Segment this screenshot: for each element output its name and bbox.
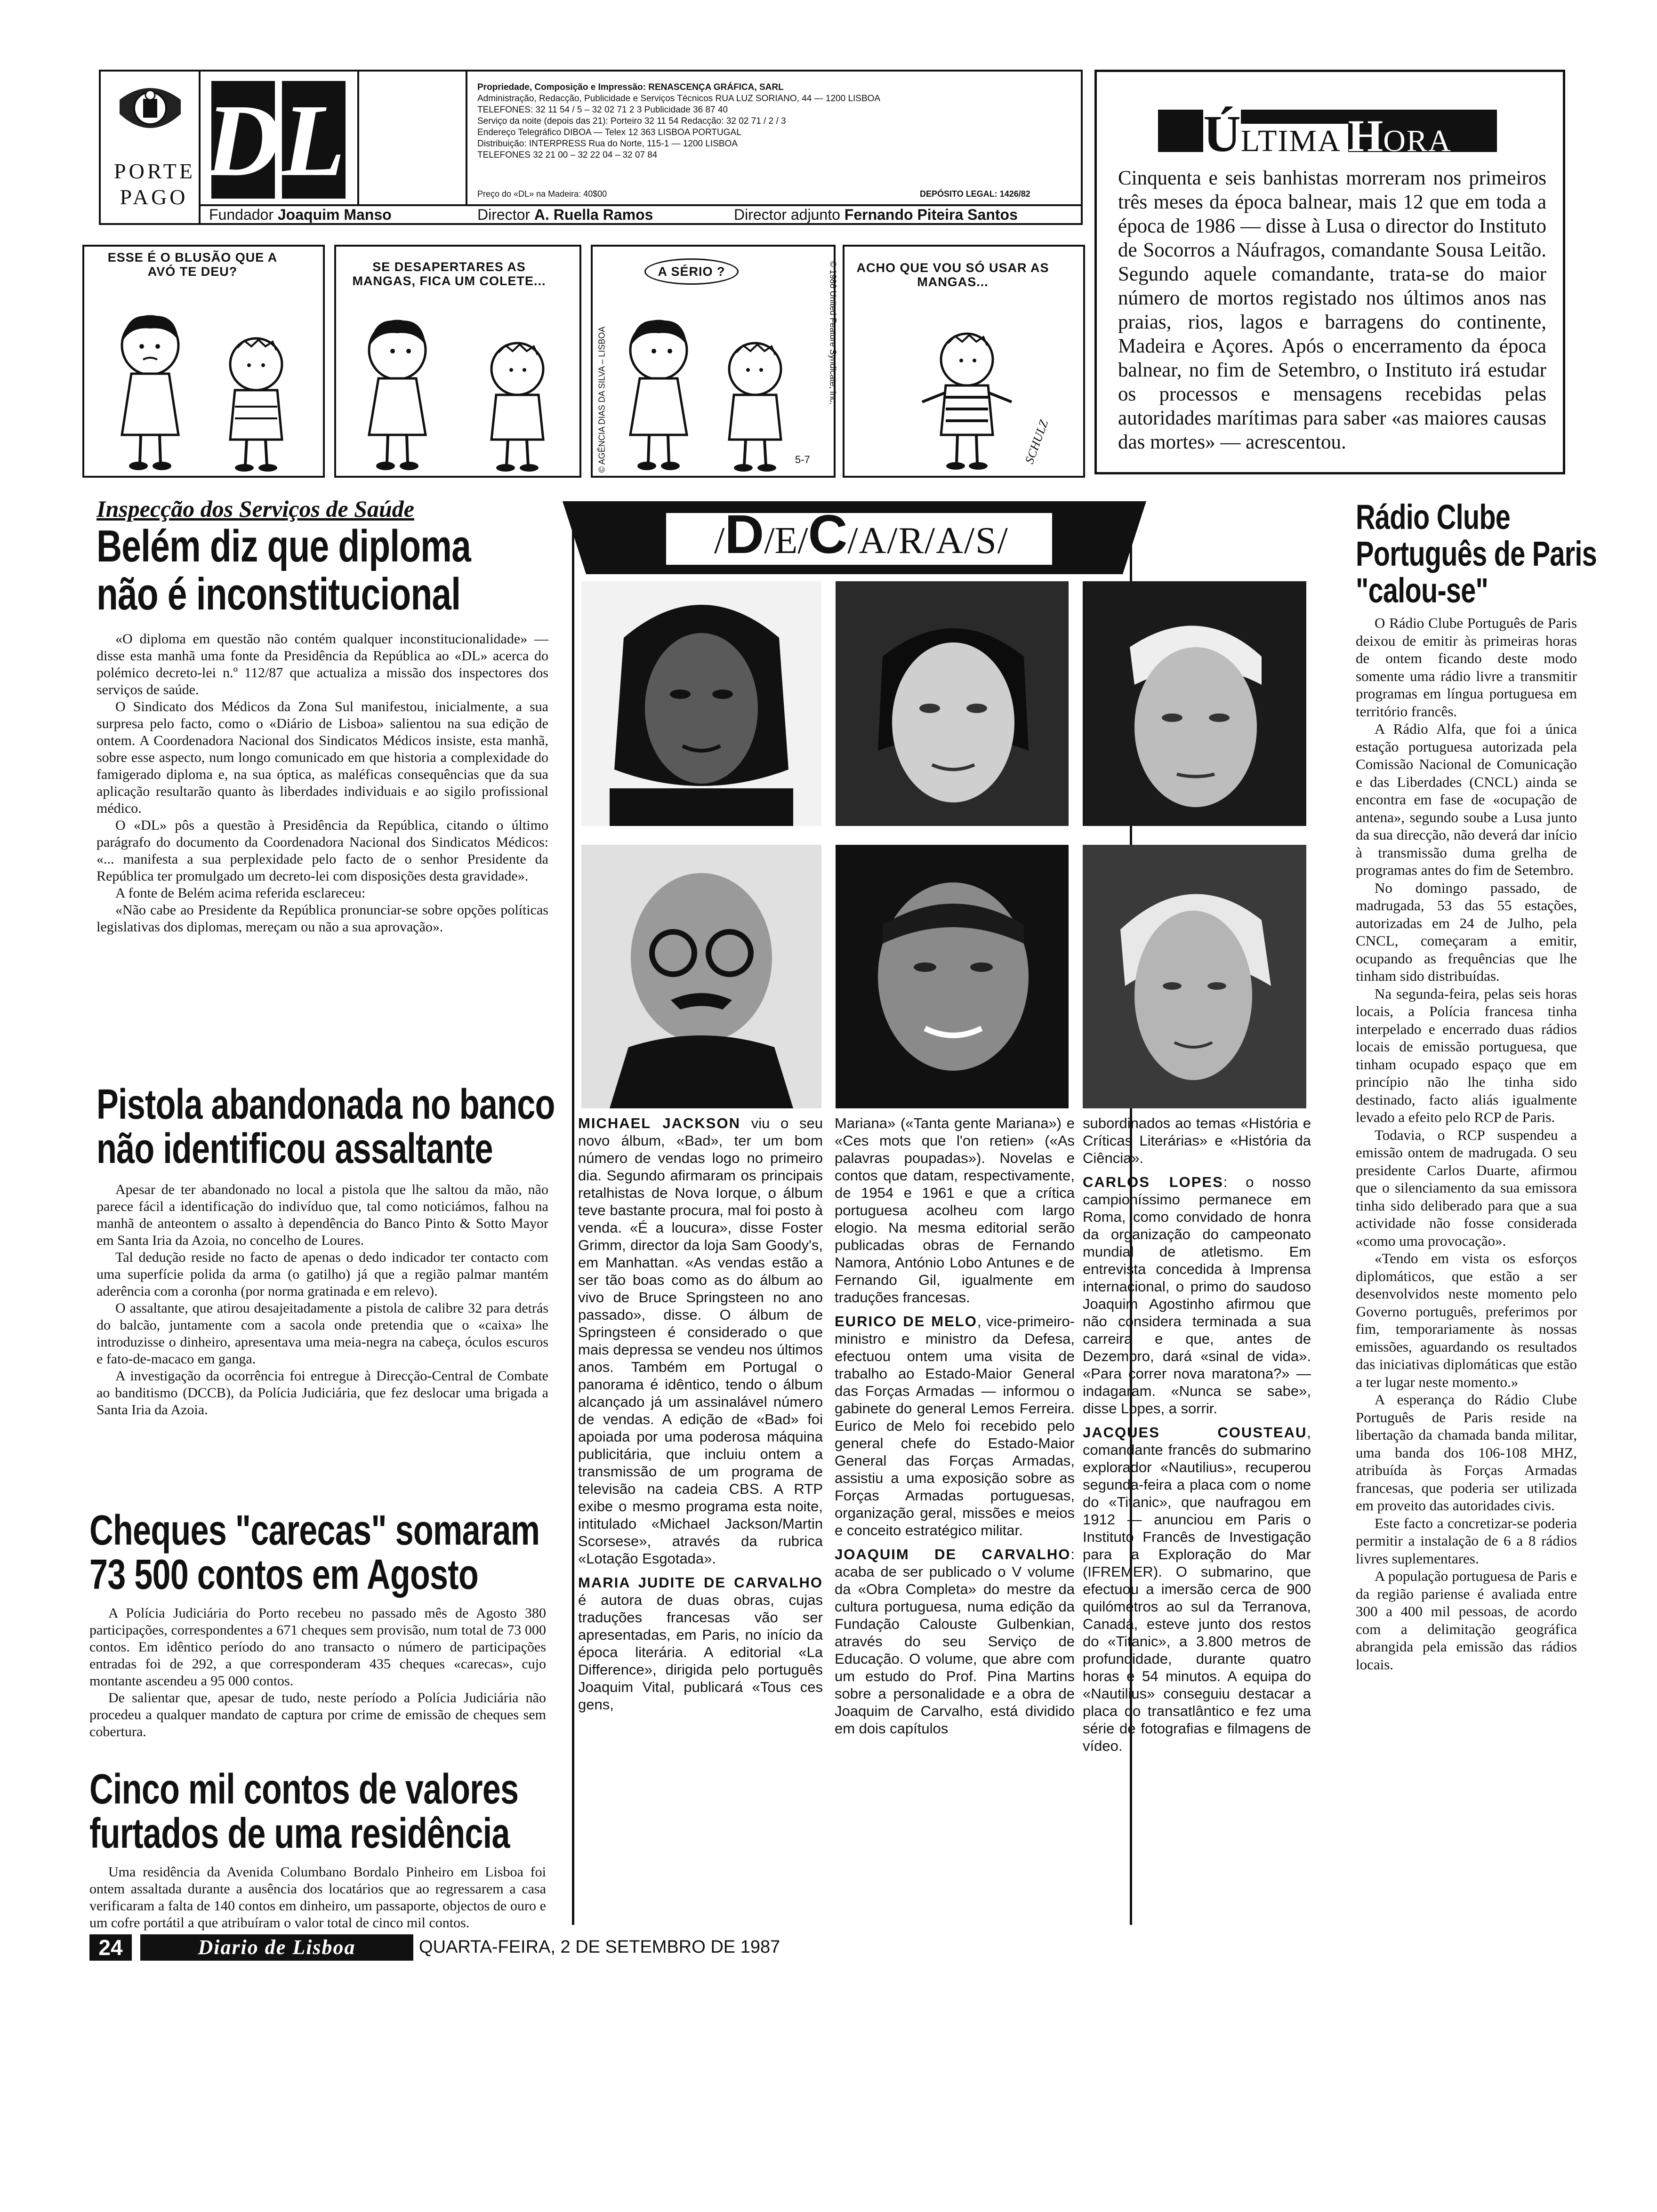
- paragraph: «Tendo em vista os esforços diplomáticos, que estão a ser desenvolvidos neste momento pelo Governo português, preferimos por fim, temporariamente às nossas emissões, aguardando os resultados das iniciativas diplomáticas que estão a ter lugar neste momento.»: [1356, 1250, 1577, 1390]
- headline-line: Português de Paris: [1356, 534, 1597, 573]
- linus-figure: [477, 341, 557, 473]
- article-belem-body: [97, 631, 548, 936]
- paragraph: A população portuguesa de Paris e da região pariense é avaliada entre 300 a 400 mil pessoas, de acordo com a delimitação geográfica abrangida pela emissão das rádios locais.: [1356, 1568, 1577, 1673]
- info-line: Endereço Telegráfico DIBOA — Telex 12 363 LISBOA PORTUGAL: [477, 128, 741, 137]
- title-u: Ú: [1203, 105, 1241, 162]
- brief-name: CARLOS LOPES: [1083, 1174, 1223, 1190]
- ultima-hora-title: [1158, 104, 1497, 164]
- info-line: TELEFONES 32 21 00 – 32 22 04 – 32 07 84: [477, 150, 658, 160]
- headline-radio-clube: [1356, 499, 1597, 609]
- paragraph: De salientar que, apesar de tudo, neste período a Polícia Judiciária não procedeu a qualquer mandato de captura por crime de emissão de cheques sem cobertura.: [89, 1690, 546, 1739]
- ultima-hora-box: [1094, 70, 1565, 474]
- masthead: [99, 70, 1083, 225]
- paragraph: A Polícia Judiciária do Porto recebeu no passado mês de Agosto 380 participações, correspondentes a 671 cheques sem provisão, num total de 73 000 contos. Em idêntico período do ano transacto o número de participações entradas foi de 292, a que corresponderam 435 cheques «carecas», cujo montante ascendeu a 95 000 contos.: [89, 1605, 546, 1689]
- decaras-title: [668, 504, 1054, 575]
- divider: [357, 72, 359, 204]
- brief-michael-jackson: [578, 1114, 823, 1567]
- deposito-legal: DEPÓSITO LEGAL: 1426/82: [920, 189, 1030, 199]
- headline-line: furtados de uma residência: [89, 1810, 510, 1857]
- speech-balloon: SE DESAPERTARES AS MANGAS, FICA UM COLETE...: [352, 260, 546, 288]
- artist-signature: SCHULZ: [1022, 418, 1051, 466]
- director-name: A. Ruella Ramos: [534, 206, 653, 223]
- divider: [199, 72, 201, 223]
- headline-cheques: [89, 1508, 539, 1597]
- paragraph: Este facto a concretizar-se poderia permitir a instalação de 6 a 8 rádios livres suplementares.: [1356, 1515, 1577, 1567]
- price-note: Preço do «DL» na Madeira: 40$00: [477, 189, 607, 199]
- title-ltima: LTIMA: [1240, 124, 1348, 158]
- coat-of-arms-icon: [110, 81, 190, 137]
- paragraph: A investigação da ocorrência foi entregue à Direcção-Central de Combate ao banditismo (DCCB), da Polícia Judiciária, que fez deslocar uma brigada a Santa Iria da Azoia.: [97, 1368, 548, 1418]
- paragraph: Tal dedução reside no facto de apenas o dedo indicador ter contacto com uma superfície polida da arma (o gatilho) já que a região palmar mantém aderência com a coronha (por norma gratinada e em relevo).: [97, 1250, 548, 1299]
- photo-joaquim-de-carvalho: [581, 845, 821, 1108]
- paragraph: O Sindicato dos Médicos da Zona Sul manifestou, inicialmente, a sua surpresa pelo facto, como o «Diário de Lisboa» salientou na sua edição de ontem. A Coordenadora Nacional dos Sindicatos Médicos insiste, esta manhã, sobre esse aspecto, num longo comunicado em que historia a complexidade do famigerado diploma e, na sua óptica, as maléficas consequências que da sua aplicação resultarão quanto às liberdades individuais e ao sigilo profissional médico.: [97, 699, 548, 816]
- brief-name: JACQUES COUSTEAU: [1083, 1424, 1307, 1441]
- decaras-column-1: [578, 1114, 823, 1924]
- brief-carlos-lopes: [1083, 1173, 1311, 1417]
- paragraph: A fonte de Belém acima referida esclareceu:: [115, 885, 366, 901]
- adjunto-line: [734, 206, 1018, 224]
- brief-text: : o nosso campioníssimo permanece em Roma, como convidado de honra da organização do campeonato mundial de atletismo. Em entrevista concedida à Imprensa internacional, o primo do saudoso Joaquim Agostinho afirmou que não considera terminada a sua carreira e que, antes de Dezembro, dará «sinal de vida». «Para correr nova maratona?» — indagaram. «Nunca se sabe», disse Lopes, a sorrir.: [1083, 1174, 1311, 1417]
- paragraph: Todavia, o RCP suspendeu a emissão ontem de madrugada. O seu presidente Carlos Duarte, afirmou que o silenciamento da sua emissora tinha sido deliberado para que a sua actividade não fosse considerada «como uma provocação».: [1356, 1126, 1577, 1249]
- brief-name: JOAQUIM DE CARVALHO: [835, 1546, 1071, 1563]
- headline-line: Belém diz que diploma: [97, 521, 471, 571]
- title-ora: ORA: [1383, 124, 1452, 158]
- lucy-figure: [113, 313, 188, 473]
- director-label: Director: [477, 206, 531, 223]
- footer: [89, 1934, 780, 1963]
- article-cheques-body: [89, 1605, 546, 1740]
- brief-joaquim-de-carvalho: [835, 1546, 1075, 1737]
- director-line: [477, 206, 653, 224]
- brief-maria-judite: [578, 1574, 823, 1713]
- brief-name: EURICO DE MELO: [835, 1313, 977, 1330]
- paper-name: Diario de Lisboa: [140, 1934, 413, 1961]
- headline-line: não é inconstitucional: [97, 569, 461, 619]
- decaras-column-3: [1083, 1114, 1311, 1924]
- adjunto-name: Fernando Piteira Santos: [844, 206, 1018, 223]
- article-pistola-body: [97, 1181, 548, 1419]
- fundador-line: [209, 206, 392, 224]
- page-number: 24: [89, 1934, 132, 1961]
- paragraph: O «DL» pôs a questão à Presidência da República, citando o último parágrafo do documento da Coordenadora Nacional dos Sindicatos Médicos: «... manifesta a sua perplexidade pelo facto de o senhor Presidente da República ter promulgado um decreto-lei com disposições desta gravidade».: [97, 817, 548, 884]
- speech-balloon: A SÉRIO ?: [644, 258, 739, 285]
- photo-eurico-de-melo: [1083, 581, 1306, 826]
- issue-date: QUARTA-FEIRA, 2 DE SETEMBRO DE 1987: [419, 1937, 780, 1957]
- photo-carlos-lopes: [836, 845, 1069, 1108]
- comic-panel-3: [591, 245, 836, 478]
- linus-figure: [715, 341, 795, 473]
- syndicate-credit: © 1986 United Feature Syndicate, Inc.: [828, 261, 838, 405]
- paragraph: «Não cabe ao Presidente da República pronunciar-se sobre opções políticas legislativas dos diplomas, mereçam ou não a sua aprovação».: [97, 902, 548, 935]
- photo-jacques-cousteau: [1083, 845, 1306, 1108]
- date-mark: 5-7: [795, 454, 810, 465]
- svg-text:L: L: [282, 83, 346, 198]
- section-kicker: Inspecção dos Serviços de Saúde: [97, 496, 414, 522]
- brief-jacques-cousteau: [1083, 1424, 1311, 1755]
- svg-text:D: D: [205, 83, 281, 198]
- divider: [466, 72, 467, 204]
- brief-continuation: Mariana» («Tanta gente Mariana») e «Ces mots que l'on retien» («As palavras poupadas»). Novelas e contos que datam, respectivamente, de 1954 e 1961 e que a crítica portuguesa acolheu com largo elogio. Na mesma editorial serão publicadas obras de Fernando Namora, António Lobo Antunes e de Fernando Gil, igualmente em traduções francesas.: [835, 1115, 1075, 1306]
- linus-figure: [920, 331, 1014, 473]
- paragraph: O assaltante, que atirou desajeitadamente a pistola de calibre 32 para detrás do balcão, juntamente com a sacola onde pretendia que o «caixa» lhe introduzisse o dinheiro, apresentava uma meia-negra na cabeça, óculos escuros e fato-de-macaco em ganga.: [97, 1300, 548, 1367]
- paragraph: O Rádio Clube Português de Paris deixou de emitir às primeiras horas de ontem ficando deste modo somente uma rádio livre a transmitir programas em língua portuguesa em território francês.: [1356, 615, 1577, 720]
- publisher-info: [477, 82, 1080, 161]
- headline-line: "calou-se": [1356, 571, 1488, 610]
- headline-line: não identificou assaltante: [97, 1125, 493, 1172]
- article-radio-body: [1356, 614, 1577, 1673]
- paragraph: No domingo passado, de madrugada, 53 das 55 estações, autorizadas em 24 de Julho, pela CNCL, começaram a emitir, ocupando as frequências que lhe tinham sido distribuídas.: [1356, 879, 1577, 984]
- paragraph: Uma residência da Avenida Columbano Bordalo Pinheiro em Lisboa foi ontem assaltada durante a ausência dos locatários que ao regressarem a casa verificaram a falta de 140 contos em dinheiro, um passaporte, objectos de ouro e um cofre portátil a que atribuíram o valor total de cinco mil contos.: [89, 1864, 546, 1931]
- title-e: /E/: [764, 520, 808, 561]
- brief-text: viu o seu novo álbum, «Bad», ter um bom número de vendas logo no primeiro dia. Segundo afirmaram os principais retalhistas de Nova Iorque, o álbum teve bastante procura, mal foi posto à venda. «É a loucura», disse Foster Grimm, director da loja Sam Goody's, em Manhattan. «As vendas estão a ser tão boas como as do álbum ao vivo de Bruce Springsteen no ano passado», disse. O álbum de Springsteen é considerado o que mais depressa se vendeu nos últimos anos. Também em Portugal o panorama é idêntico, tendo o álbum alcançado já um assinalável número de vendas. A edição de «Bad» foi apoiada por uma poderosa máquina publicitária, que incluiu ontem a transmissão de um programa de televisão na cadeia CBS. A RTP exibe o mesmo programa esta noite, intitulado «Michael Jackson/Martin Scorsese», através da rubrica «Lotação Esgotada».: [578, 1115, 823, 1567]
- headline-belem: [97, 522, 471, 618]
- info-line: Distribuição: INTERPRESS Rua do Norte, 115-1 — 1200 LISBOA: [477, 139, 738, 149]
- brief-text: : acaba de ser publicado o V volume da «Obra Completa» do mestre da cultura portuguesa, numa edição da Fundação Calouste Gulbenkian, através do seu Serviço de Educação. O volume, que abre com um estudo do Prof. Pina Martins sobre a personalidade e a obra de Joaquim de Carvalho, está dividido em dois capítulos: [835, 1546, 1075, 1737]
- lucy-figure: [621, 317, 696, 473]
- linus-figure: [216, 336, 296, 473]
- article-cinco-mil-body: [89, 1864, 546, 1931]
- info-line: Serviço da noite (depois das 21): Porteiro 32 11 54 Redacção: 32 02 71 / 2 / 3: [477, 116, 786, 126]
- porte-label: PORTE: [114, 159, 195, 183]
- info-line: TELEFONES: 32 11 54 / 5 – 32 02 71 2 3 Publicidade 36 87 40: [477, 105, 728, 115]
- lucy-figure: [360, 317, 435, 473]
- headline-line: Rádio Clube: [1356, 497, 1511, 537]
- info-line: Propriedade, Composição e Impressão: RENASCENÇA GRÁFICA, SARL: [477, 82, 784, 92]
- brief-text: , vice-primeiro-ministro e ministro da Defesa, efectuou ontem uma visita de trabalho ao Estado-Maior General das Forças Armadas — informou o gabinete do general Lemos Ferreira. Eurico de Melo foi recebido pelo general chefe do Estado-Maior General das Forças Armadas, assistiu a uma exposição sobre as Forças Armadas portuguesas, organização geral, missões e meios e conceito estratégico militar.: [835, 1313, 1075, 1539]
- ultima-hora-text: Cinquenta e seis banhistas morreram nos primeiros três meses da época balnear, mais 12 que em toda a época de 1986 — disse à Lusa o director do Instituto de Socorros a Náufragos, comandante Sousa Leitão. Segundo aquele comandante, trata-se do maior número de mortos registado nos últimos anos nas praias, rios, lagos e barragens do continente, Madeira e Açores. Após o encerramento da época balnear, no fim de Setembro, o Instituto irá estudar os processos e mensagens recebidas pelas autoridades marítimas para saber «as maiores causas das mortes» — acrescentou.: [1118, 167, 1546, 453]
- headline-line: 73 500 contos em Agosto: [89, 1551, 479, 1598]
- paragraph: Apesar de ter abandonado no local a pistola que lhe saltou da mão, não parece fácil a identificação do indivíduo que, tal como noticiámos, falhou na manhã de anteontem o assalto à dependência do Banco Pinto & Sotto Mayor em Santa Iria da Azoia, no concelho de Loures.: [97, 1182, 548, 1248]
- headline-pistola: [97, 1082, 555, 1171]
- headline-line: Cinco mil contos de valores: [89, 1766, 519, 1813]
- agency-credit: © AGÊNCIA DIAS DA SILVA – LISBOA: [597, 326, 607, 473]
- headline-line: Pistola abandonada no banco: [97, 1081, 555, 1128]
- comic-panel-2: [334, 245, 581, 478]
- brief-text: , comandante francês do submarino explorador «Nautilius», recuperou segunda-feira a placa com o nome do «Titanic», que naufragou em 1912 — anunciou em Paris o Instituto Francês de Investigação para a Exploração do Mar (IFREMER). O submarino, que efectuou a imersão cerca de 900 quilómetros ao sul da Terranova, Canadá, esteve junto dos restos do «Titanic», a 3.800 metros de profundidade, durante quatro horas e 54 minutos. A equipa do «Nautilius» conseguiu destacar a placa do transatlântico e fez uma série de fotografias e filmagens de vídeo.: [1083, 1424, 1311, 1754]
- photo-maria-judite: [836, 581, 1069, 826]
- comic-panel-4: [843, 245, 1085, 478]
- dl-logo: [207, 76, 353, 203]
- brief-eurico-de-melo: [835, 1313, 1075, 1539]
- adjunto-label: Director adjunto: [734, 206, 840, 223]
- title-d: D: [724, 504, 764, 565]
- paragraph: A Rádio Alfa, que foi a única estação portuguesa autorizada pela Comissão Nacional de Comunicação e das Liberdades (CNCL) ainda se encontra em fase de «ocupação de antena», segundo soube a Lusa junto da sua direcção, não deverá dar início à transmissão duma grelha de programas antes do fim de Setembro.: [1356, 721, 1577, 878]
- title-c: C: [808, 504, 848, 565]
- fundador-name: Joaquim Manso: [277, 206, 392, 223]
- brief-name: MICHAEL JACKSON: [578, 1115, 740, 1131]
- paragraph: Na segunda-feira, pelas seis horas locais, a Polícia francesa tinha interpelado e encerrado duas rádios locais de emissão portuguesa, que tinham ocupado espaço que em princípio não lhe tinha sido destinado, facto aliás igualmente levado a efeito pelo RCP de Paris.: [1356, 985, 1577, 1125]
- info-line: Administração, Redacção, Publicidade e Serviços Técnicos RUA LUZ SORIANO, 44 — 1200 LISBOA: [477, 94, 881, 104]
- title-h: H: [1348, 111, 1384, 161]
- brief-continuation: subordinados ao temas «História e Críticas Literárias» e «História da Ciência».: [1083, 1115, 1311, 1166]
- headline-line: Cheques "carecas" somaram: [89, 1507, 540, 1554]
- title-rest: /A/R/A/S/: [847, 520, 1009, 561]
- pago-label: PAGO: [120, 185, 188, 209]
- decaras-column-2: [835, 1114, 1075, 1924]
- paragraph: A esperança do Rádio Clube Português de Paris reside na libertação da chamada banda militar, uma banda dos 106-108 MHZ, atribuída às Forças Armadas francesas, que poderia ser utilizada em proveito das autoridades civis.: [1356, 1391, 1577, 1514]
- brief-name: MARIA JUDITE DE CARVALHO: [578, 1574, 823, 1591]
- fundador-label: Fundador: [209, 206, 273, 223]
- photo-michael-jackson: [581, 581, 821, 826]
- comic-panel-1: [82, 245, 325, 478]
- paragraph: «O diploma em questão não contém qualquer inconstitucionalidade» — disse esta manhã uma fonte da Presidência da República ao «DL» acerca do polémico decreto-lei n.º 112/87 que actualiza a missão dos inspectores dos serviços de saúde.: [97, 631, 548, 697]
- brief-text: é autora de duas obras, cujas traduções francesas vão ser apresentadas, em Paris, no início da época literária. A editorial «La Difference», dirigida pelo português Joaquim Vital, publicará «Tous ces gens,: [578, 1592, 823, 1713]
- speech-balloon: ACHO QUE VOU SÓ USAR AS MANGAS...: [856, 261, 1049, 289]
- speech-balloon: ESSE É O BLUSÃO QUE A AVÓ TE DEU?: [107, 250, 278, 279]
- title-slash: /: [714, 520, 725, 561]
- headline-cinco-mil: [89, 1767, 518, 1856]
